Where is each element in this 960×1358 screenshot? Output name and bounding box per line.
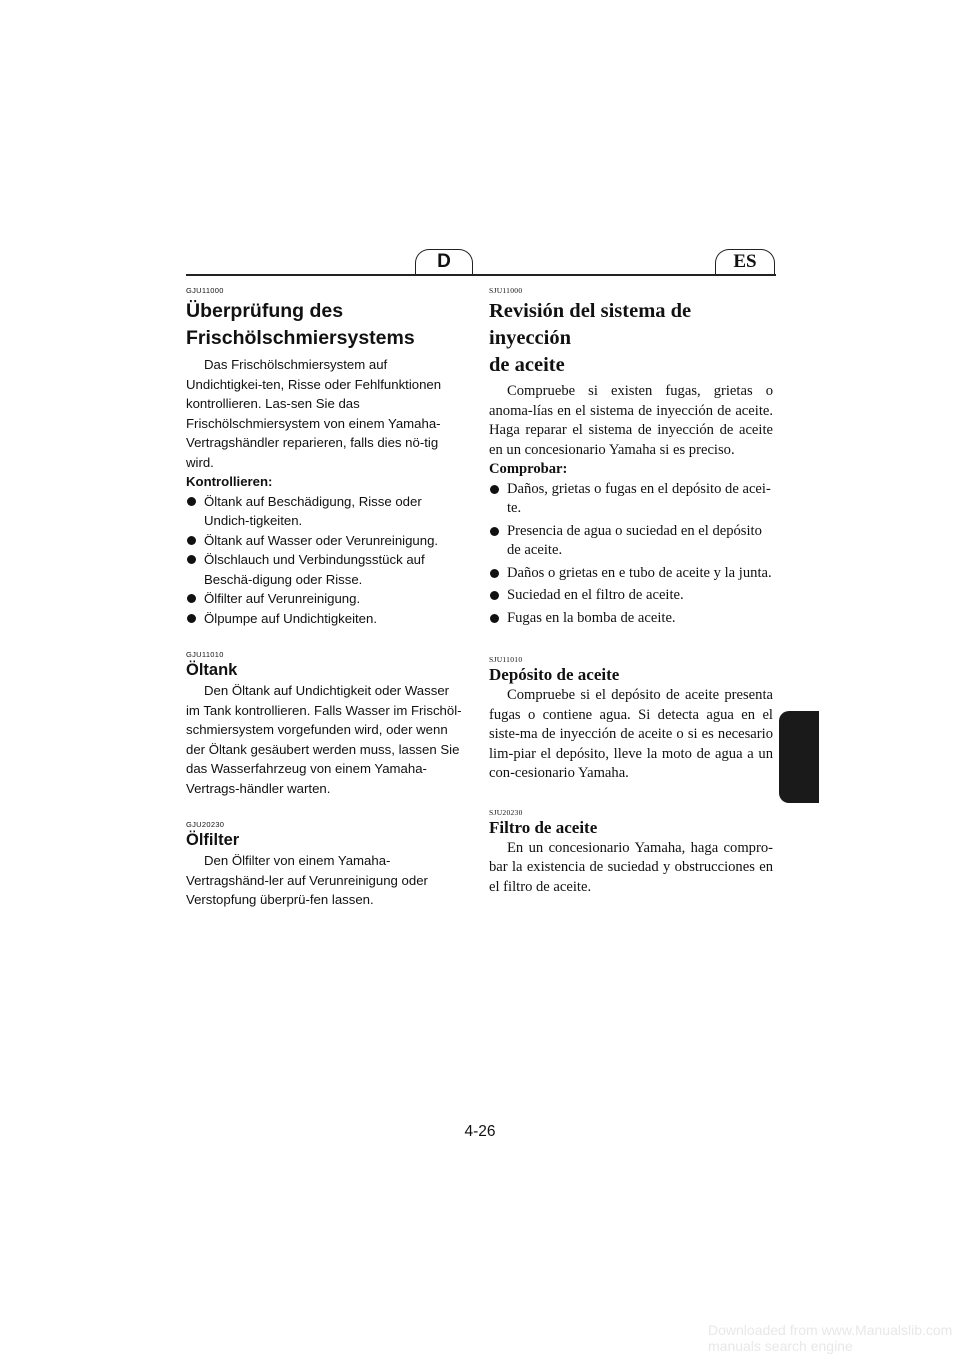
page-number: 4-26 [464, 1123, 496, 1140]
list-item: Öltank auf Beschädigung, Risse oder Undich-tigkeiten. [186, 492, 464, 531]
bullet-icon [490, 527, 499, 536]
list-item: Fugas en la bomba de aceite. [489, 609, 773, 629]
list-item: Daños o grietas en e tubo de aceite y la junta. [489, 564, 773, 584]
section-body: Compruebe si existen fugas, grietas o anoma-lías en el sistema de inyección de aceite. Haga reparar el sistema de inyección de aceite en un concesionario Yamaha si es preciso. [489, 383, 773, 458]
bullet-icon [187, 536, 196, 545]
section-heading: Ölfilter [186, 831, 240, 849]
bullet-icon [490, 614, 499, 623]
header-rule [186, 274, 776, 276]
chapter-tab [779, 711, 819, 803]
german-column [186, 286, 464, 910]
list-item: Presencia de agua o suciedad en el depósito de aceite. [489, 522, 773, 561]
list-item: Daños, grietas o fugas en el depósito de acei-te. [489, 480, 773, 519]
section-heading: Öltank [186, 661, 238, 679]
section-heading: Depósito de aceite [489, 665, 620, 684]
bullet-icon [187, 555, 196, 564]
list-item: Ölschlauch und Verbindungsstück auf Beschä-digung oder Risse. [186, 550, 464, 589]
section-heading: Filtro de aceite [489, 817, 598, 837]
language-badge-spanish: ES [715, 249, 775, 274]
section-code: GJU11010 [186, 650, 224, 659]
section-heading: Überprüfung des Frischölschmiersystems [186, 300, 415, 349]
list-item: Ölpumpe auf Undichtigkeiten. [186, 609, 464, 629]
section-code: SJU11010 [489, 655, 523, 664]
section-code: GJU11000 [186, 286, 224, 295]
bullet-icon [187, 614, 196, 623]
section-body: Den Öltank auf Undichtigkeit oder Wasser im Tank kontrollieren. Falls Wasser im Frischöl-schmiersystem vorgefunden wird, oder wenn der Öltank gesäubert werden muss, lassen Sie das Wasserfahrzeug von einem Yamaha-Vertrags-händler warten. [186, 683, 462, 796]
check-label: Comprobar: [489, 461, 568, 477]
section-code: SJU20230 [489, 807, 523, 817]
section-heading: Revisión del sistema de inyección de aceite [489, 300, 692, 376]
bullet-icon [490, 485, 499, 494]
section-body: Compruebe si el depósito de aceite presenta fugas o contiene agua. Si detecta agua en el siste-ma de inyección de aceite o si es necesario lim-piar el depósito, lleve la moto de agua a un con-cesionario Yamaha. [489, 687, 773, 781]
language-badge-german: D [415, 249, 473, 274]
section-body: En un concesionario Yamaha, haga compro-bar la existencia de suciedad y obstrucciones en el filtro de aceite. [489, 839, 773, 895]
list-item: Öltank auf Wasser oder Verunreinigung. [186, 531, 464, 551]
list-item: Ölfilter auf Verunreinigung. [186, 589, 464, 609]
bullet-icon [187, 594, 196, 603]
bullet-icon [490, 569, 499, 578]
check-list [186, 492, 464, 629]
section-code: SJU11000 [489, 286, 523, 295]
footer-watermark: Downloaded from www.Manualslib.com manuals search engine [708, 1322, 953, 1354]
spanish-column [489, 286, 773, 897]
list-item: Suciedad en el filtro de aceite. [489, 586, 773, 606]
section-code: GJU20230 [186, 820, 225, 829]
section-body: Das Frischölschmiersystem auf Undichtigkei-ten, Risse oder Fehlfunktionen kontrollieren. Las-sen Sie das Frischölschmiersystem von einem Yamaha-Vertragshändler reparieren, falls dies nö-tig wird. [186, 357, 442, 470]
bullet-icon [490, 591, 499, 600]
check-list [489, 480, 773, 629]
section-body: Den Ölfilter von einem Yamaha-Vertragshänd-ler auf Verunreinigung oder Verstopfung überprü-fen lassen. [186, 853, 428, 907]
check-label: Kontrollieren: [186, 474, 273, 489]
bullet-icon [187, 497, 196, 506]
